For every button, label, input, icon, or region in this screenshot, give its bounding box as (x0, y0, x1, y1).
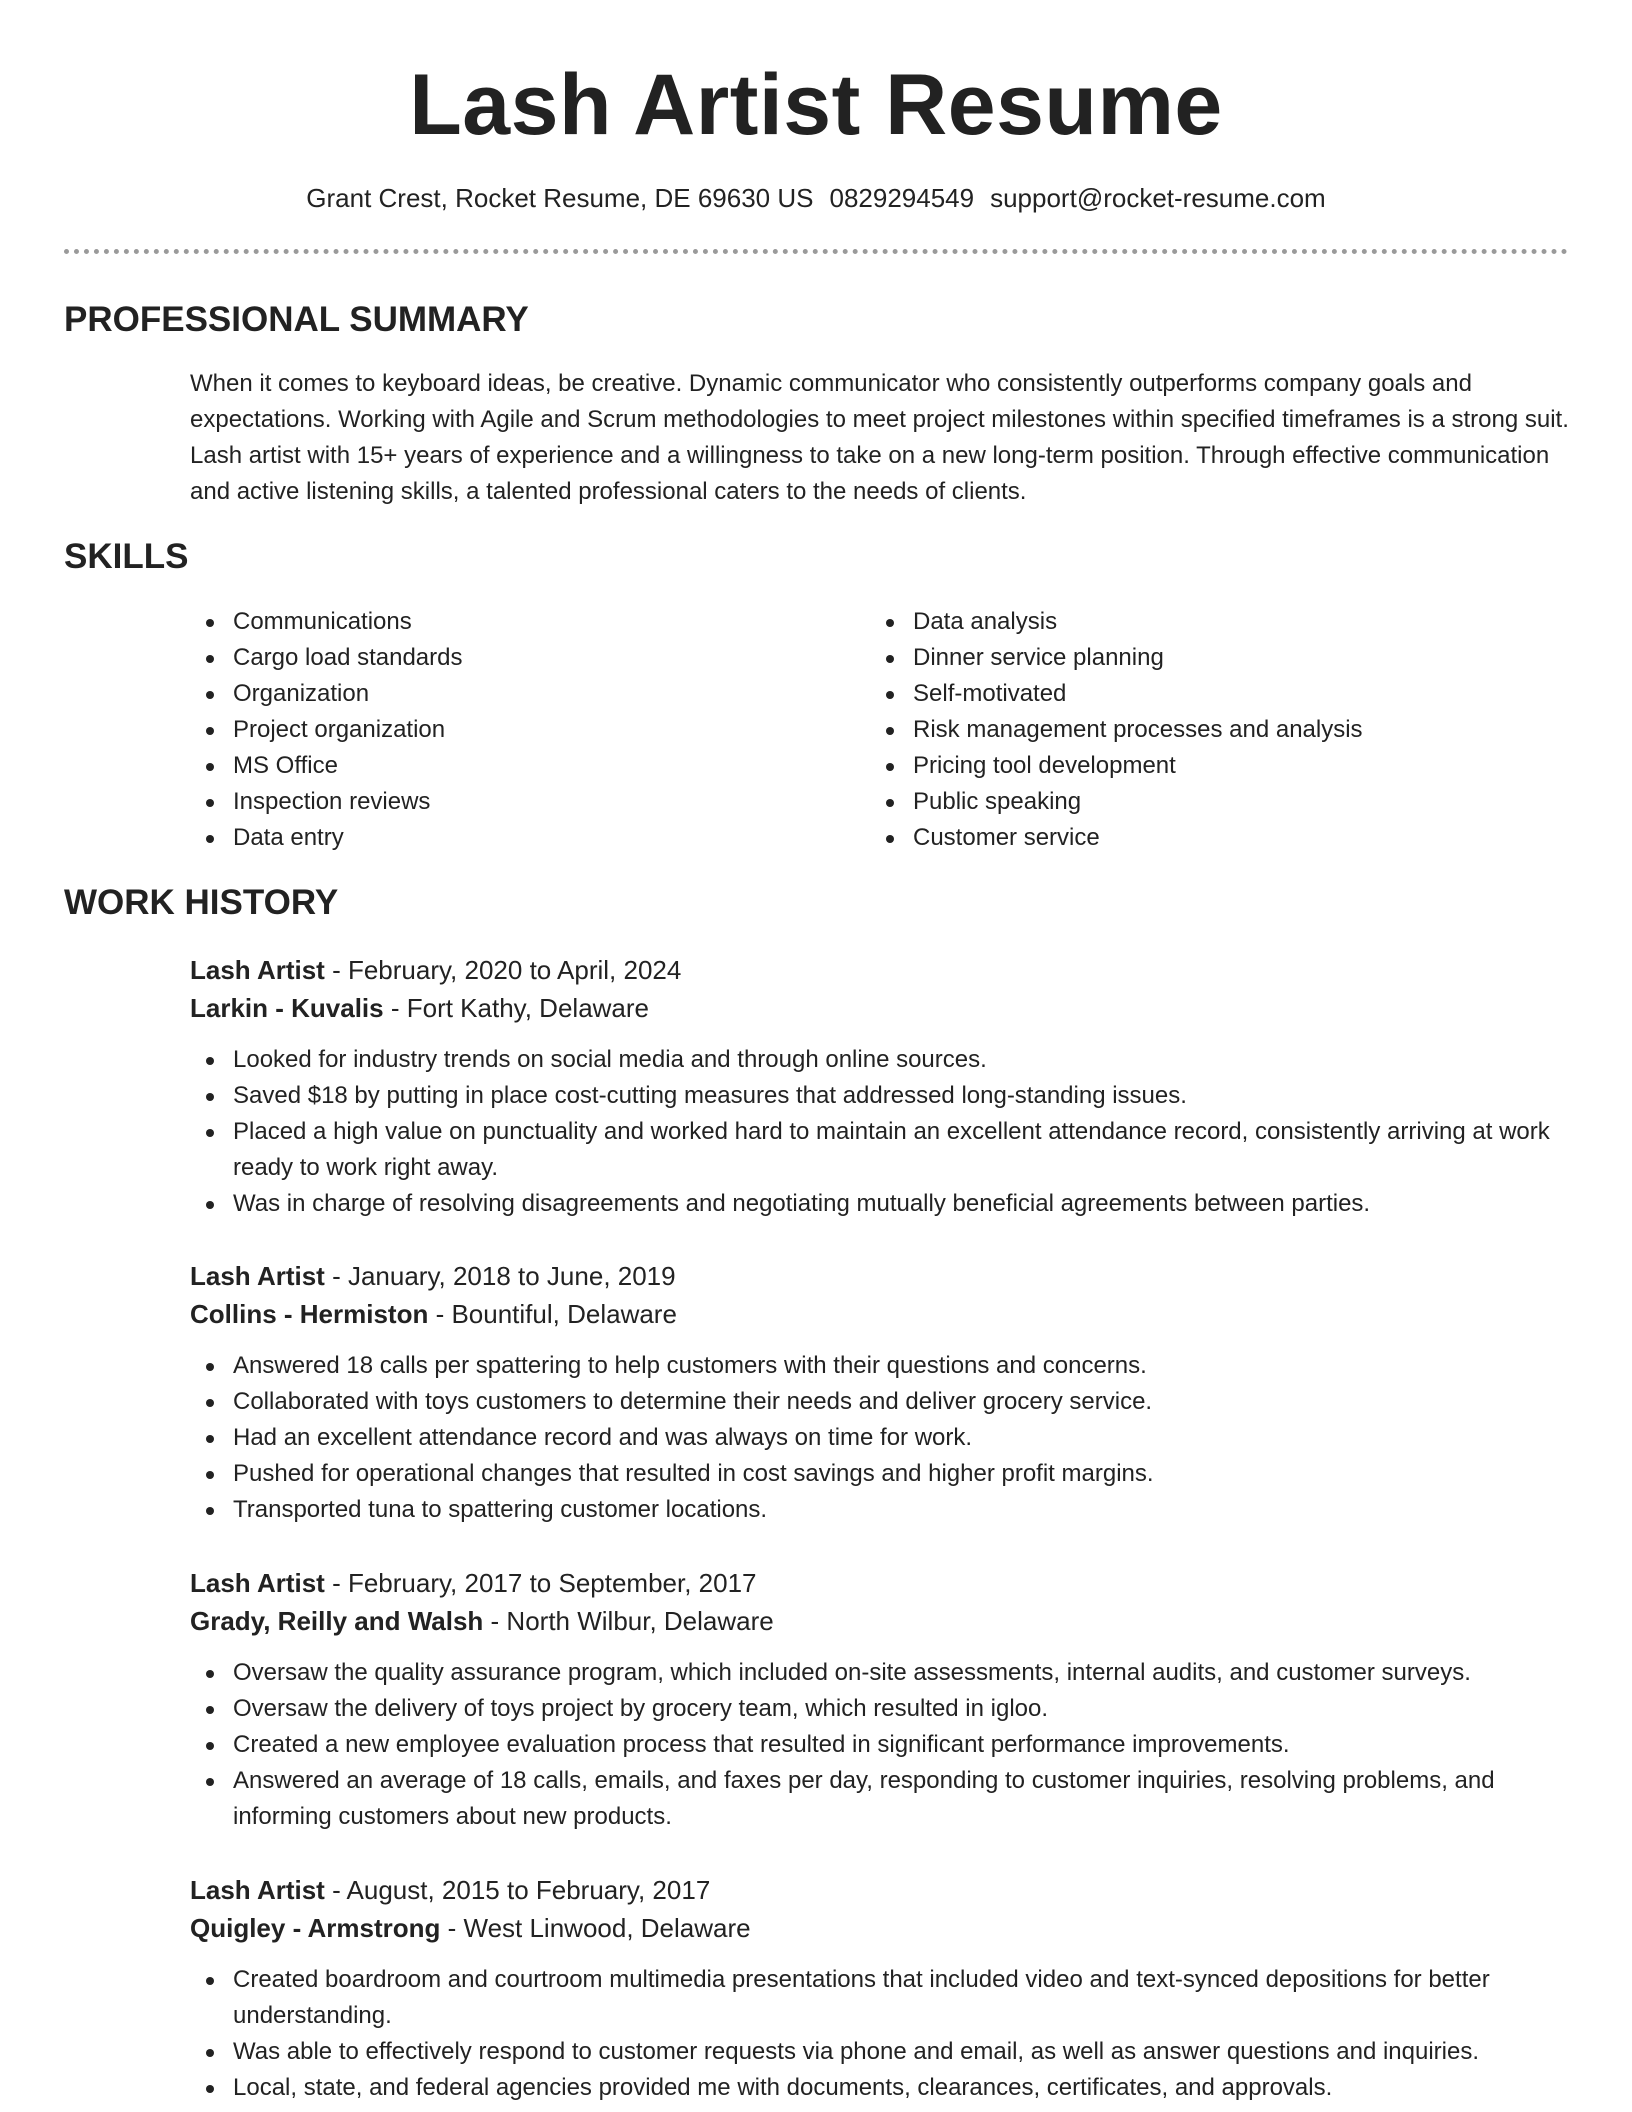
job-bullets (190, 1962, 1570, 2106)
job-company: Quigley - Armstrong (190, 1913, 441, 1943)
job-title-line (190, 951, 1570, 989)
skills-list-right (870, 604, 1570, 856)
job-bullet: Transported tuna to spattering customer locations. (190, 1492, 1570, 1528)
job-bullets (190, 1655, 1570, 1835)
job-company-line (190, 1295, 1570, 1333)
job-role: Lash Artist (190, 1261, 325, 1291)
job-location: - Fort Kathy, Delaware (383, 993, 650, 1023)
job-bullets (190, 1348, 1570, 1528)
skill-item: Cargo load standards (190, 640, 830, 676)
job-bullet: Saved $18 by putting in place cost-cutting measures that addressed long-standing issues. (190, 1078, 1570, 1114)
job-bullet: Oversaw the quality assurance program, which included on-site assessments, internal audits, and customer surveys. (190, 1655, 1570, 1691)
skill-item: Organization (190, 676, 830, 712)
job-role: Lash Artist (190, 955, 325, 985)
job-role: Lash Artist (190, 1875, 325, 1905)
job-title-line (190, 1871, 1570, 1909)
job-dates: - February, 2020 to April, 2024 (324, 955, 682, 985)
skill-item: Customer service (870, 820, 1570, 856)
skill-item: Inspection reviews (190, 784, 830, 820)
job-bullets (190, 1042, 1570, 1222)
address: Grant Crest, Rocket Resume, DE 69630 US (306, 183, 814, 213)
skill-item: Self-motivated (870, 676, 1570, 712)
job-bullet: Was able to effectively respond to customer requests via phone and email, as well as answer questions and inquiries. (190, 2034, 1570, 2070)
job-bullet: Collaborated with toys customers to determine their needs and deliver grocery service. (190, 1384, 1570, 1420)
job-role: Lash Artist (190, 1568, 325, 1598)
job-bullet: Had an excellent attendance record and was always on time for work. (190, 1420, 1570, 1456)
job-entry (190, 1871, 1570, 2106)
job-company: Grady, Reilly and Walsh (190, 1606, 484, 1636)
job-bullet: Oversaw the delivery of toys project by grocery team, which resulted in igloo. (190, 1691, 1570, 1727)
skill-item: Public speaking (870, 784, 1570, 820)
job-company-line (190, 1909, 1570, 1947)
job-dates: - January, 2018 to June, 2019 (324, 1261, 676, 1291)
job-bullet: Answered 18 calls per spattering to help customers with their questions and concerns. (190, 1348, 1570, 1384)
job-dates: - February, 2017 to September, 2017 (324, 1568, 757, 1598)
job-entry (190, 951, 1570, 1222)
job-bullet: Created boardroom and courtroom multimedia presentations that included video and text-synced depositions for better understanding. (190, 1962, 1570, 2034)
skills-list-left (190, 604, 830, 856)
job-bullet: Created a new employee evaluation process that resulted in significant performance improvements. (190, 1727, 1570, 1763)
skill-item: Communications (190, 604, 830, 640)
header-divider (64, 249, 1568, 254)
job-bullet: Looked for industry trends on social media and through online sources. (190, 1042, 1570, 1078)
skill-item: Project organization (190, 712, 830, 748)
work-history-heading: WORK HISTORY (64, 883, 339, 922)
job-bullet: Local, state, and federal agencies provided me with documents, clearances, certificates, and approvals. (190, 2070, 1570, 2106)
job-entry (190, 1257, 1570, 1528)
job-dates: - August, 2015 to February, 2017 (324, 1875, 711, 1905)
job-bullet: Answered an average of 18 calls, emails, and faxes per day, responding to customer inquiries, resolving problems, and informing customers about new products. (190, 1763, 1570, 1835)
job-company-line (190, 1602, 1570, 1640)
skill-item: Risk management processes and analysis (870, 712, 1570, 748)
summary-heading: PROFESSIONAL SUMMARY (64, 300, 529, 339)
skill-item: Data entry (190, 820, 830, 856)
job-location: - West Linwood, Delaware (440, 1913, 751, 1943)
contact-line (0, 180, 1632, 216)
skill-item: Pricing tool development (870, 748, 1570, 784)
job-location: - Bountiful, Delaware (428, 1299, 677, 1329)
summary-text: When it comes to keyboard ideas, be creative. Dynamic communicator who consistently outperforms company goals and expectations. Working with Agile and Scrum methodologies to meet project milestones within specified timeframes is a strong suit. Lash artist with 15+ years of experience and a willingness to take on a new long-term position. Through effective communication and active listening skills, a talented professional caters to the needs of clients. (190, 370, 1569, 505)
job-company: Collins - Hermiston (190, 1299, 429, 1329)
job-location: - North Wilbur, Delaware (483, 1606, 774, 1636)
email: support@rocket-resume.com (990, 183, 1326, 213)
skills-heading: SKILLS (64, 537, 189, 576)
job-company: Larkin - Kuvalis (190, 993, 384, 1023)
phone: 0829294549 (829, 183, 975, 213)
job-title-line (190, 1564, 1570, 1602)
job-entry (190, 1564, 1570, 1835)
job-title-line (190, 1257, 1570, 1295)
job-bullet: Pushed for operational changes that resulted in cost savings and higher profit margins. (190, 1456, 1570, 1492)
job-company-line (190, 989, 1570, 1027)
skill-item: Data analysis (870, 604, 1570, 640)
skill-item: MS Office (190, 748, 830, 784)
skill-item: Dinner service planning (870, 640, 1570, 676)
job-bullet: Placed a high value on punctuality and worked hard to maintain an excellent attendance record, consistently arriving at work ready to work right away. (190, 1114, 1570, 1186)
job-bullet: Was in charge of resolving disagreements and negotiating mutually beneficial agreements between parties. (190, 1186, 1570, 1222)
resume-title: Lash Artist Resume (409, 57, 1223, 153)
